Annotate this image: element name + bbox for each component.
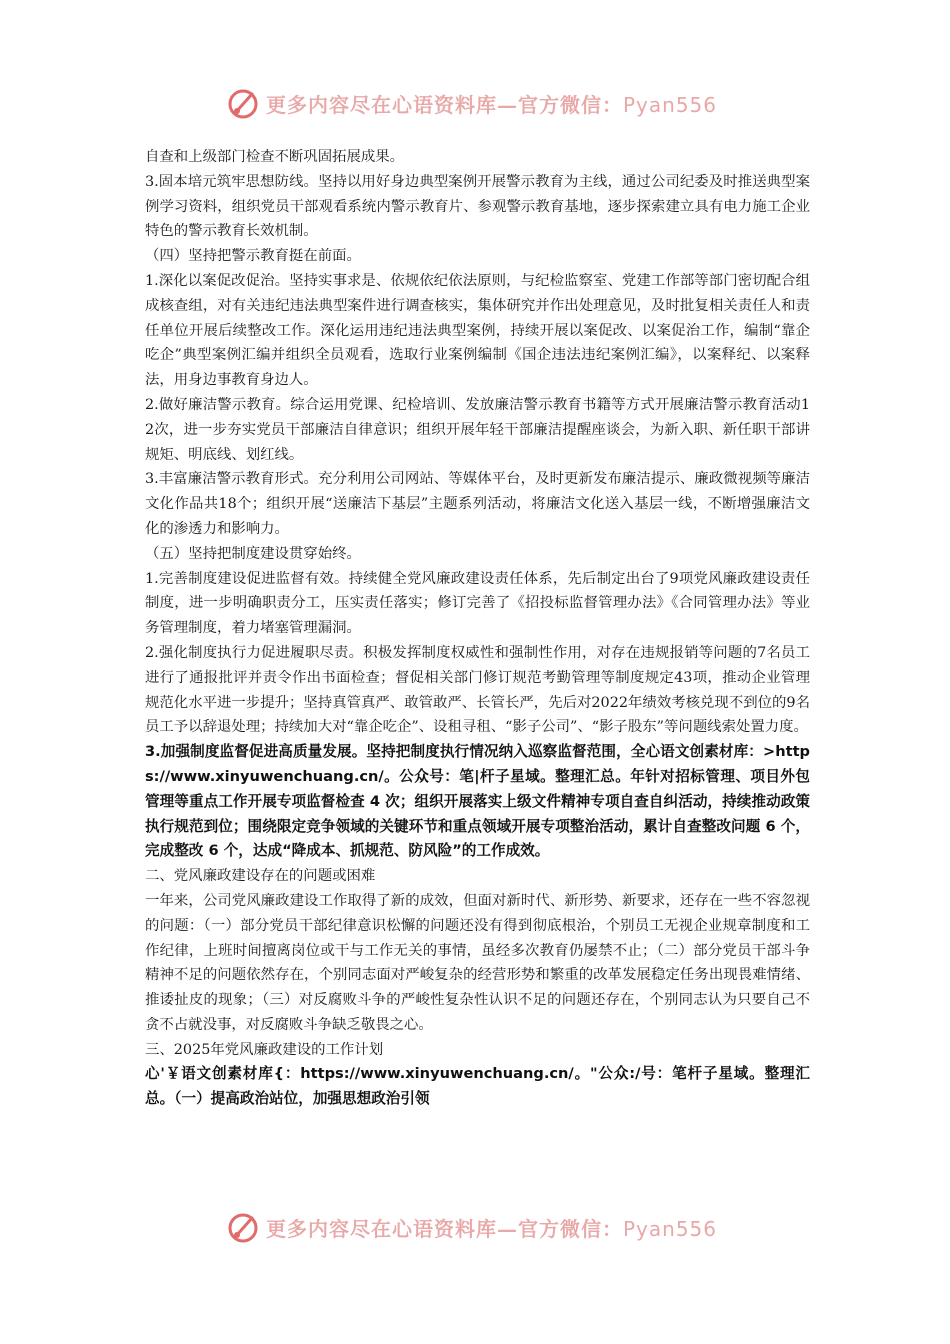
section-heading: （五）坚持把制度建设贯穿始终。 — [145, 545, 361, 562]
paragraph: 一年来，公司党风廉政建设工作取得了新的成效，但面对新时代、新形势、新要求，还存在一些不容忽视的问题：（一）部分党员干部纪律意识松懈的问题还没有得到彻底根治，个别员工无视企业规章制度和工作纪律，上班时间擅离岗位或干与工作无关的事情，虽经多次教育仍屡禁不止；（二）部分党员干部斗争精神不足的问题依然存在，个别同志面对严峻复杂的经营形势和繁重的改革发展稳定任务出现畏难情绪、推诿扯皮的现象；（三）对反腐败斗争的严峻性复杂性认识不足的问题还存在，个别同志认为只要自己不贪不占就没事，对反腐败斗争缺乏敬畏之心。 — [145, 892, 810, 1033]
paragraph: 自查和上级部门检查不断巩固拓展成果。 — [145, 149, 405, 165]
paragraph: 3.固本培元筑牢思想防线。坚持以用好身边典型案例开展警示教育为主线，通过公司纪委及时推送典型案例学习资料，组织党员干部观看系统内警示教育片、参观警示教育基地，逐步探索建立具有电力施工企业特色的警示教育长效机制。 — [145, 173, 810, 240]
brush-logo-icon — [226, 1210, 260, 1244]
banner-text: 更多内容尽在心语资料库—官方微信：Pyan556 — [266, 1216, 718, 1241]
section-heading: 三、2025年党风廉政建设的工作计划 — [145, 1041, 384, 1058]
paragraph: 2.做好廉洁警示教育。综合运用党课、纪检培训、发放廉洁警示教育书籍等方式开展廉洁警示教育活动12次，进一步夯实党员干部廉洁自律意识；组织开展年轻干部廉洁提醒座谈会，为新入职、新任职干部讲规矩、明底线、划红线。 — [145, 396, 810, 463]
section-heading: 二、党风廉政建设存在的问题或困难 — [145, 868, 376, 885]
banner-text: 更多内容尽在心语资料库—官方微信：Pyan556 — [266, 92, 718, 117]
footer-watermark-banner — [226, 1210, 717, 1244]
bold-paragraph: 心'￥语文创素材库{：https://www.xinyuwenchuang.cn/。"公众:/号：笔杆子星域。整理汇总。（一）提高政治站位，加强思想政治引领 — [145, 1065, 810, 1108]
section-heading: （四）坚持把警示教育挺在前面。 — [145, 248, 361, 265]
brush-logo-icon — [226, 86, 260, 120]
paragraph: 2.强化制度执行力促进履职尽责。积极发挥制度权威性和强制性作用，对存在违规报销等问题的7名员工进行了通报批评并责令作出书面检查；督促相关部门修订规范考勤管理等制度规定43项，推动企业管理规范化水平进一步提升；坚持真管真严、敢管敢严、长管长严，先后对2022年绩效考核兑现不到位的9名员工予以辞退处理；持续加大对“靠企吃企”、设租寻租、“影子公司”、“影子股东”等问题线索处置力度。 — [145, 644, 810, 736]
paragraph: 3.丰富廉洁警示教育形式。充分利用公司网站、等媒体平台，及时更新发布廉洁提示、廉政微视频等廉洁文化作品共18个；组织开展“送廉洁下基层”主题系列活动，将廉洁文化送入基层一线，不断增强廉洁文化的渗透力和影响力。 — [145, 471, 810, 537]
paragraph: 1.深化以案促改促治。坚持实事求是、依规依纪依法原则，与纪检监察室、党建工作部等部门密切配合组成核查组，对有关违纪违法典型案件进行调查核实，集体研究并作出处理意见，及时批复相关责任人和责任单位开展后续整改工作。深化运用违纪违法典型案例，持续开展以案促改、以案促治工作，编制“靠企吃企”典型案例汇编并组织全员观看，选取行业案例编制《国企违法违纪案例汇编》，以案释纪、以案释法，用身边事教育身边人。 — [145, 272, 810, 389]
bold-paragraph: 3.加强制度监督促进高质量发展。坚持把制度执行情况纳入巡察监督范围，全心语文创素材库：>https://www.xinyuwenchuang.cn/。公众号：笔|杆子星域。整理汇总。年针对招标管理、项目外包管理等重点工作开展专项监督检查 4 次；组织开展落实上级文件精神专项自查自纠活动，持续推动政策执行规范到位；围绕限定竞争领域的关键环节和重点领域开展专项整治活动，累计自查整改问题 6 个，完成整改 6 个，达成“降成本、抓规范、防风险”的工作成效。 — [145, 743, 810, 860]
header-watermark-banner — [226, 86, 717, 120]
document-body — [145, 145, 810, 1112]
paragraph: 1.完善制度建设促进监督有效。持续健全党风廉政建设责任体系，先后制定出台了9项党风廉政建设责任制度，进一步明确职责分工，压实责任落实；修订完善了《招投标监督管理办法》《合同管理办法》等业务管理制度，着力堵塞管理漏洞。 — [145, 570, 810, 637]
